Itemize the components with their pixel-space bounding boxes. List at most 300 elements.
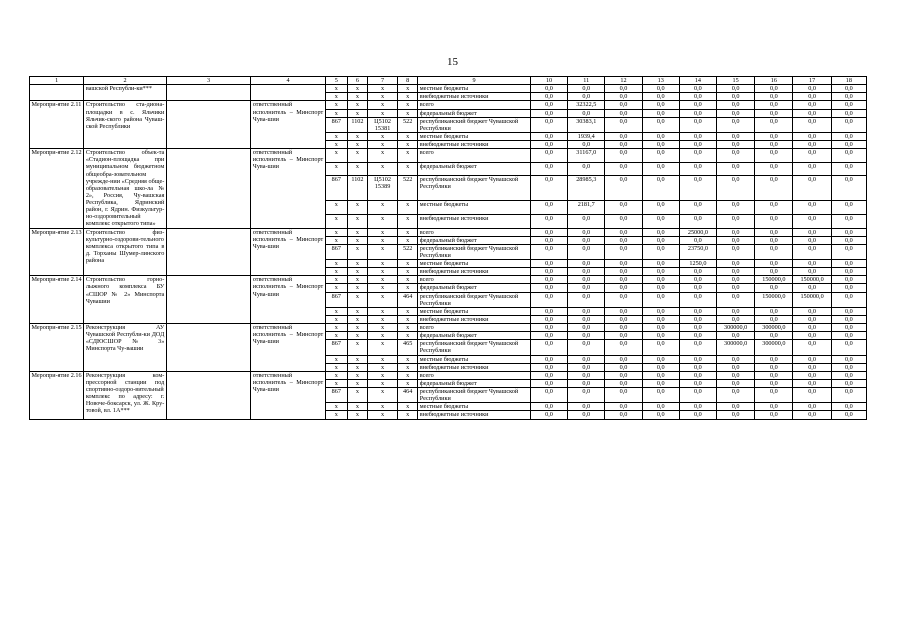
executor-cell: ответственный исполнитель – Минспорт Чува-шии: [251, 149, 325, 228]
value-cell: 0,0: [717, 260, 755, 268]
code-cell: x: [398, 149, 418, 163]
value-cell: 0,0: [605, 260, 642, 268]
measure-name-cell: Строительство физ-культурно-оздорови-тельного комплекса открытого типа в д. Торханы Шумер-линского района: [84, 228, 166, 276]
value-cell: 0,0: [605, 141, 642, 149]
code-cell: x: [398, 201, 418, 215]
value-cell: 0,0: [568, 315, 605, 323]
funding-source-cell: местные бюджеты: [418, 260, 531, 268]
value-cell: 0,0: [793, 403, 831, 411]
executor-cell: ответственный исполнитель – Минспорт Чува-шии: [251, 228, 325, 276]
value-cell: 0,0: [717, 379, 755, 387]
value-cell: 0,0: [831, 324, 866, 332]
value-cell: 0,0: [642, 276, 679, 284]
value-cell: 0,0: [605, 201, 642, 215]
value-cell: 0,0: [605, 363, 642, 371]
value-cell: 0,0: [793, 363, 831, 371]
value-cell: 0,0: [717, 162, 755, 176]
executor-cell: ответственный исполнитель – Минспорт Чува-шии: [251, 324, 325, 372]
funding-source-cell: внебюджетные источники: [418, 363, 531, 371]
column-header: 13: [642, 77, 679, 85]
value-cell: 0,0: [679, 85, 716, 93]
value-cell: 0,0: [530, 411, 567, 419]
value-cell: 0,0: [679, 371, 716, 379]
value-cell: 150000,0: [793, 292, 831, 307]
value-cell: 0,0: [642, 307, 679, 315]
code-cell: x: [367, 340, 397, 355]
value-cell: 0,0: [793, 268, 831, 276]
program-cell: [166, 149, 251, 228]
value-cell: 0,0: [717, 292, 755, 307]
code-cell: x: [367, 292, 397, 307]
column-header: 8: [398, 77, 418, 85]
value-cell: 0,0: [605, 379, 642, 387]
value-cell: 0,0: [568, 403, 605, 411]
program-cell: [166, 85, 251, 101]
value-cell: 0,0: [568, 162, 605, 176]
value-cell: 0,0: [605, 292, 642, 307]
value-cell: 0,0: [642, 268, 679, 276]
value-cell: 0,0: [568, 244, 605, 259]
value-cell: 300000,0: [755, 340, 793, 355]
value-cell: 0,0: [679, 132, 716, 140]
value-cell: 0,0: [793, 324, 831, 332]
value-cell: 0,0: [642, 93, 679, 101]
value-cell: 30383,1: [568, 117, 605, 132]
value-cell: 0,0: [755, 109, 793, 117]
code-cell: x: [398, 268, 418, 276]
value-cell: 0,0: [679, 236, 716, 244]
code-cell: x: [347, 101, 367, 109]
value-cell: 0,0: [793, 260, 831, 268]
value-cell: 0,0: [642, 141, 679, 149]
code-cell: x: [325, 228, 347, 236]
code-cell: x: [347, 260, 367, 268]
value-cell: 0,0: [679, 268, 716, 276]
value-cell: 0,0: [831, 109, 866, 117]
value-cell: 0,0: [568, 109, 605, 117]
value-cell: 0,0: [831, 149, 866, 163]
value-cell: 0,0: [831, 315, 866, 323]
value-cell: 0,0: [717, 388, 755, 403]
value-cell: 0,0: [605, 284, 642, 292]
funding-source-cell: всего: [418, 324, 531, 332]
value-cell: 0,0: [679, 176, 716, 201]
value-cell: 0,0: [530, 268, 567, 276]
column-header: 7: [367, 77, 397, 85]
value-cell: 0,0: [642, 244, 679, 259]
funding-source-cell: республиканский бюджет Чувашской Республики: [418, 340, 531, 355]
value-cell: 0,0: [717, 141, 755, 149]
value-cell: 32322,5: [568, 101, 605, 109]
value-cell: 0,0: [568, 284, 605, 292]
code-cell: 867: [325, 340, 347, 355]
value-cell: 0,0: [717, 85, 755, 93]
funding-source-cell: федеральный бюджет: [418, 379, 531, 387]
value-cell: 0,0: [755, 132, 793, 140]
value-cell: 0,0: [793, 176, 831, 201]
value-cell: 0,0: [530, 228, 567, 236]
code-cell: x: [347, 244, 367, 259]
value-cell: 0,0: [530, 363, 567, 371]
value-cell: 0,0: [755, 141, 793, 149]
code-cell: x: [325, 260, 347, 268]
value-cell: 0,0: [642, 214, 679, 228]
code-cell: x: [347, 292, 367, 307]
column-header: 11: [568, 77, 605, 85]
funding-source-cell: республиканский бюджет Чувашской Республики: [418, 244, 531, 259]
funding-source-cell: федеральный бюджет: [418, 284, 531, 292]
value-cell: 0,0: [793, 93, 831, 101]
value-cell: 300000,0: [755, 324, 793, 332]
code-cell: x: [347, 236, 367, 244]
value-cell: 0,0: [679, 355, 716, 363]
measure-name-cell: Реконструкция АУ Чувашской Республи-ки ДОД «СДЮСШОР № 3» Минспорта Чу-вашии: [84, 324, 166, 372]
value-cell: 0,0: [755, 363, 793, 371]
value-cell: 0,0: [530, 355, 567, 363]
value-cell: 0,0: [642, 403, 679, 411]
value-cell: 0,0: [530, 85, 567, 93]
value-cell: 0,0: [530, 379, 567, 387]
code-cell: x: [398, 260, 418, 268]
value-cell: 0,0: [793, 379, 831, 387]
value-cell: 0,0: [793, 284, 831, 292]
value-cell: 28985,3: [568, 176, 605, 201]
column-header: 17: [793, 77, 831, 85]
value-cell: 0,0: [831, 176, 866, 201]
code-cell: x: [398, 284, 418, 292]
value-cell: 0,0: [605, 101, 642, 109]
value-cell: 0,0: [605, 276, 642, 284]
value-cell: 300000,0: [717, 324, 755, 332]
value-cell: 0,0: [793, 332, 831, 340]
code-cell: x: [325, 201, 347, 215]
value-cell: 0,0: [831, 93, 866, 101]
measure-name-cell: Строительство ста-диона-площадки в с. Яльчики Яльчик-ского района Чуваш-ской Республики: [84, 101, 166, 149]
value-cell: 0,0: [793, 371, 831, 379]
measure-number-cell: [30, 85, 84, 101]
value-cell: 0,0: [530, 403, 567, 411]
value-cell: 0,0: [605, 324, 642, 332]
value-cell: 0,0: [793, 101, 831, 109]
code-cell: x: [367, 201, 397, 215]
value-cell: 0,0: [642, 149, 679, 163]
value-cell: 0,0: [679, 332, 716, 340]
column-header: 1: [30, 77, 84, 85]
value-cell: 0,0: [717, 109, 755, 117]
code-cell: x: [367, 307, 397, 315]
value-cell: 0,0: [568, 411, 605, 419]
code-cell: x: [325, 276, 347, 284]
value-cell: 0,0: [755, 176, 793, 201]
code-cell: x: [347, 268, 367, 276]
value-cell: 0,0: [530, 315, 567, 323]
value-cell: 0,0: [642, 201, 679, 215]
value-cell: 0,0: [530, 244, 567, 259]
code-cell: x: [325, 355, 347, 363]
value-cell: 0,0: [793, 355, 831, 363]
value-cell: 0,0: [605, 93, 642, 101]
value-cell: 0,0: [831, 332, 866, 340]
value-cell: 0,0: [755, 162, 793, 176]
value-cell: 0,0: [831, 388, 866, 403]
value-cell: 0,0: [755, 260, 793, 268]
executor-cell: ответственный исполнитель – Минспорт Чува-шии: [251, 371, 325, 419]
value-cell: 0,0: [717, 214, 755, 228]
value-cell: 0,0: [717, 315, 755, 323]
value-cell: 0,0: [642, 101, 679, 109]
value-cell: 0,0: [679, 149, 716, 163]
value-cell: 0,0: [793, 109, 831, 117]
value-cell: 0,0: [679, 93, 716, 101]
value-cell: 0,0: [831, 355, 866, 363]
code-cell: x: [347, 162, 367, 176]
value-cell: 0,0: [755, 244, 793, 259]
code-cell: x: [367, 214, 397, 228]
funding-source-cell: федеральный бюджет: [418, 332, 531, 340]
value-cell: 0,0: [530, 307, 567, 315]
value-cell: 0,0: [642, 315, 679, 323]
table-row: [30, 228, 867, 236]
code-cell: x: [367, 132, 397, 140]
measure-name-cell: Реконструкция ком-прессорной станции под спортивно-оздоро-вительный комплекс по адресу: г. Новоче-боксарск, ул. Ж. Кру-товой, вл. 1А***: [84, 371, 166, 419]
program-cell: [166, 371, 251, 419]
value-cell: 0,0: [679, 363, 716, 371]
value-cell: 0,0: [530, 324, 567, 332]
column-header: 5: [325, 77, 347, 85]
code-cell: x: [325, 141, 347, 149]
value-cell: 0,0: [568, 355, 605, 363]
column-header: 16: [755, 77, 793, 85]
value-cell: 0,0: [793, 162, 831, 176]
code-cell: x: [398, 307, 418, 315]
code-cell: x: [367, 276, 397, 284]
value-cell: 0,0: [755, 93, 793, 101]
value-cell: 0,0: [605, 315, 642, 323]
value-cell: 0,0: [793, 307, 831, 315]
value-cell: 0,0: [568, 268, 605, 276]
value-cell: 0,0: [831, 85, 866, 93]
value-cell: 0,0: [793, 236, 831, 244]
value-cell: 0,0: [530, 340, 567, 355]
table-row: [30, 101, 867, 109]
code-cell: x: [347, 403, 367, 411]
code-cell: x: [367, 363, 397, 371]
value-cell: 0,0: [831, 260, 866, 268]
value-cell: 0,0: [605, 332, 642, 340]
code-cell: x: [347, 340, 367, 355]
value-cell: 0,0: [605, 85, 642, 93]
value-cell: 0,0: [679, 101, 716, 109]
value-cell: 0,0: [679, 201, 716, 215]
value-cell: 0,0: [793, 85, 831, 93]
code-cell: x: [367, 109, 397, 117]
funding-source-cell: внебюджетные источники: [418, 268, 531, 276]
code-cell: x: [325, 132, 347, 140]
value-cell: 0,0: [530, 176, 567, 201]
value-cell: 0,0: [831, 141, 866, 149]
value-cell: 0,0: [717, 176, 755, 201]
code-cell: 1102: [347, 176, 367, 201]
value-cell: 0,0: [679, 340, 716, 355]
funding-source-cell: внебюджетные источники: [418, 315, 531, 323]
code-cell: x: [347, 332, 367, 340]
code-cell: x: [325, 149, 347, 163]
code-cell: x: [367, 101, 397, 109]
code-cell: 867: [325, 292, 347, 307]
value-cell: 0,0: [568, 388, 605, 403]
code-cell: x: [347, 355, 367, 363]
value-cell: 0,0: [793, 388, 831, 403]
column-header: 9: [418, 77, 531, 85]
funding-source-cell: федеральный бюджет: [418, 109, 531, 117]
column-header: 18: [831, 77, 866, 85]
code-cell: x: [367, 379, 397, 387]
column-header: 2: [84, 77, 166, 85]
value-cell: 0,0: [679, 284, 716, 292]
code-cell: x: [347, 363, 367, 371]
code-cell: x: [398, 411, 418, 419]
value-cell: 0,0: [568, 371, 605, 379]
table-row: [30, 149, 867, 163]
code-cell: x: [367, 411, 397, 419]
code-cell: 867: [325, 244, 347, 259]
value-cell: 0,0: [642, 355, 679, 363]
value-cell: 0,0: [568, 292, 605, 307]
value-cell: 23750,0: [679, 244, 716, 259]
value-cell: 0,0: [568, 228, 605, 236]
code-cell: x: [347, 388, 367, 403]
code-cell: x: [367, 260, 397, 268]
code-cell: x: [325, 315, 347, 323]
value-cell: 0,0: [717, 149, 755, 163]
funding-source-cell: республиканский бюджет Чувашской Республики: [418, 388, 531, 403]
measure-number-cell: Меропри-ятие 2.13: [30, 228, 84, 276]
value-cell: 0,0: [755, 236, 793, 244]
code-cell: x: [367, 244, 397, 259]
code-cell: x: [398, 101, 418, 109]
value-cell: 0,0: [755, 355, 793, 363]
code-cell: x: [367, 268, 397, 276]
value-cell: 0,0: [831, 244, 866, 259]
code-cell: x: [325, 371, 347, 379]
value-cell: 0,0: [793, 244, 831, 259]
code-cell: x: [398, 141, 418, 149]
value-cell: 0,0: [605, 371, 642, 379]
table-row: [30, 85, 867, 93]
value-cell: 0,0: [755, 315, 793, 323]
value-cell: 0,0: [568, 276, 605, 284]
funding-source-cell: всего: [418, 228, 531, 236]
code-cell: x: [325, 284, 347, 292]
value-cell: 0,0: [679, 388, 716, 403]
value-cell: 0,0: [831, 117, 866, 132]
code-cell: x: [398, 315, 418, 323]
code-cell: x: [347, 411, 367, 419]
value-cell: 0,0: [755, 149, 793, 163]
funding-source-cell: местные бюджеты: [418, 201, 531, 215]
value-cell: 0,0: [717, 228, 755, 236]
value-cell: 0,0: [755, 201, 793, 215]
code-cell: x: [367, 149, 397, 163]
value-cell: 0,0: [793, 117, 831, 132]
value-cell: 0,0: [568, 214, 605, 228]
code-cell: 522: [398, 244, 418, 259]
measure-number-cell: Меропри-ятие 2.16: [30, 371, 84, 419]
code-cell: x: [398, 93, 418, 101]
value-cell: 0,0: [642, 324, 679, 332]
code-cell: x: [367, 162, 397, 176]
value-cell: 0,0: [831, 371, 866, 379]
code-cell: 867: [325, 388, 347, 403]
code-cell: x: [325, 109, 347, 117]
value-cell: 0,0: [679, 141, 716, 149]
funding-source-cell: республиканский бюджет Чувашской Республики: [418, 176, 531, 201]
value-cell: 0,0: [755, 284, 793, 292]
value-cell: 0,0: [530, 292, 567, 307]
value-cell: 0,0: [605, 228, 642, 236]
value-cell: 0,0: [831, 411, 866, 419]
code-cell: x: [325, 268, 347, 276]
value-cell: 0,0: [642, 132, 679, 140]
code-cell: x: [398, 324, 418, 332]
value-cell: 0,0: [642, 379, 679, 387]
code-cell: x: [398, 355, 418, 363]
code-cell: x: [347, 214, 367, 228]
value-cell: 0,0: [717, 307, 755, 315]
code-cell: x: [347, 284, 367, 292]
value-cell: 0,0: [530, 276, 567, 284]
value-cell: 0,0: [717, 132, 755, 140]
value-cell: 0,0: [717, 371, 755, 379]
code-cell: x: [398, 85, 418, 93]
value-cell: 0,0: [530, 132, 567, 140]
value-cell: 0,0: [642, 363, 679, 371]
code-cell: x: [367, 324, 397, 332]
value-cell: 0,0: [530, 162, 567, 176]
code-cell: x: [347, 379, 367, 387]
value-cell: 31167,0: [568, 149, 605, 163]
value-cell: 0,0: [755, 228, 793, 236]
value-cell: 150000,0: [793, 276, 831, 284]
code-cell: 464: [398, 292, 418, 307]
code-cell: x: [398, 228, 418, 236]
value-cell: 0,0: [717, 268, 755, 276]
code-cell: x: [325, 214, 347, 228]
funding-source-cell: внебюджетные источники: [418, 141, 531, 149]
code-cell: x: [325, 93, 347, 101]
value-cell: 0,0: [530, 371, 567, 379]
value-cell: 0,0: [530, 214, 567, 228]
code-cell: x: [347, 109, 367, 117]
code-cell: 867: [325, 176, 347, 201]
value-cell: 0,0: [679, 379, 716, 387]
value-cell: 0,0: [530, 141, 567, 149]
code-cell: x: [398, 363, 418, 371]
value-cell: 0,0: [831, 101, 866, 109]
value-cell: 0,0: [605, 403, 642, 411]
table-row: [30, 371, 867, 379]
value-cell: 0,0: [793, 340, 831, 355]
value-cell: 0,0: [530, 236, 567, 244]
measure-name-cell: Строительство горно-лыжного комплекса БУ «СШОР № 2» Минспорта Чувашии: [84, 276, 166, 324]
code-cell: x: [398, 109, 418, 117]
funding-source-cell: всего: [418, 101, 531, 109]
code-cell: x: [367, 236, 397, 244]
funding-source-cell: федеральный бюджет: [418, 236, 531, 244]
funding-source-cell: всего: [418, 149, 531, 163]
column-header: 10: [530, 77, 567, 85]
value-cell: 0,0: [642, 162, 679, 176]
